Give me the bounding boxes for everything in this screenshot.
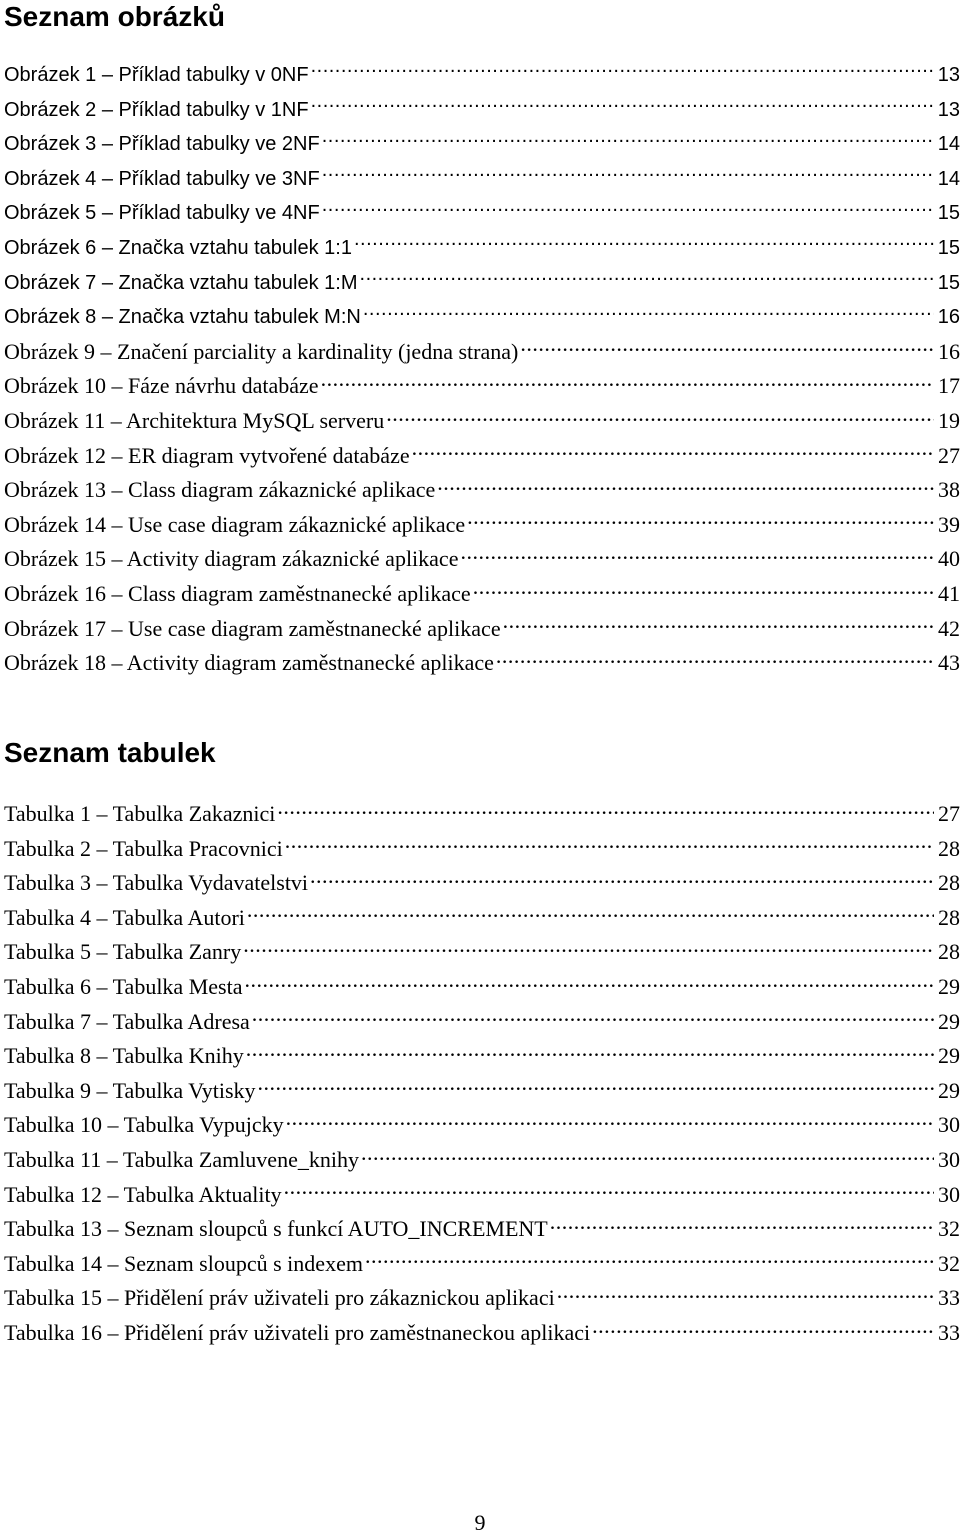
dot-leader bbox=[285, 834, 934, 856]
figure-entry-page: 17 bbox=[938, 373, 960, 399]
table-entry[interactable] bbox=[4, 1143, 960, 1178]
figure-entry[interactable] bbox=[4, 508, 960, 543]
figure-entry-label: Obrázek 8 – Značka vztahu tabulek M:N bbox=[4, 306, 361, 329]
table-entry-label: Tabulka 11 – Tabulka Zamluvene_knihy bbox=[4, 1146, 359, 1172]
table-entry-label: Tabulka 14 – Seznam sloupců s indexem bbox=[4, 1250, 363, 1276]
figure-entry-label: Obrázek 14 – Use case diagram zákaznické aplikace bbox=[4, 511, 466, 537]
table-entry[interactable] bbox=[4, 1281, 960, 1316]
dot-leader bbox=[360, 269, 934, 289]
table-entry-label: Tabulka 1 – Tabulka Zakaznici bbox=[4, 801, 276, 826]
dot-leader bbox=[557, 1283, 934, 1305]
figure-entry[interactable] bbox=[4, 162, 960, 197]
table-entry-page: 33 bbox=[938, 1285, 960, 1311]
table-entry[interactable] bbox=[4, 1074, 960, 1109]
figure-entry[interactable] bbox=[4, 646, 960, 681]
table-entry-label: Tabulka 13 – Seznam sloupců s funkcí AUTO_INCREMENT bbox=[4, 1216, 548, 1242]
figure-entry-label: Obrázek 13 – Class diagram zákaznické aplikace bbox=[4, 477, 436, 503]
dot-leader bbox=[386, 406, 934, 428]
figure-entry-page: 15 bbox=[937, 202, 960, 225]
figure-entry-label: Obrázek 11 – Architektura MySQL serveru bbox=[4, 407, 385, 433]
dot-leader bbox=[286, 1110, 934, 1132]
tables-list-heading: Seznam tabulek bbox=[4, 737, 216, 768]
table-entry[interactable] bbox=[4, 797, 960, 832]
figure-entry[interactable] bbox=[4, 473, 960, 508]
figures-list-heading: Seznam obrázků bbox=[4, 1, 225, 32]
table-entry-page: 27 bbox=[938, 801, 960, 826]
figure-entry[interactable] bbox=[4, 300, 960, 335]
table-entry[interactable] bbox=[4, 901, 960, 936]
table-entry-page: 32 bbox=[938, 1250, 960, 1276]
table-entry-label: Tabulka 8 – Tabulka Knihy bbox=[4, 1043, 244, 1069]
table-entry-page: 28 bbox=[938, 870, 960, 896]
dot-leader bbox=[473, 579, 934, 601]
dot-leader bbox=[460, 544, 934, 566]
figure-entry-label: Obrázek 18 – Activity diagram zaměstnanecké aplikace bbox=[4, 650, 494, 676]
figure-entry-page: 38 bbox=[938, 477, 960, 503]
figure-entry-page: 16 bbox=[938, 338, 960, 364]
dot-leader bbox=[322, 130, 934, 150]
dot-leader bbox=[311, 96, 934, 116]
dot-leader bbox=[496, 648, 934, 670]
page-number: 9 bbox=[474, 1510, 486, 1535]
table-entry[interactable] bbox=[4, 970, 960, 1005]
table-entry-page: 30 bbox=[938, 1181, 960, 1207]
dot-leader bbox=[520, 337, 934, 359]
table-entry-label: Tabulka 5 – Tabulka Zanry bbox=[4, 939, 242, 965]
dot-leader bbox=[354, 234, 934, 254]
figure-entry-page: 42 bbox=[938, 615, 960, 641]
dot-leader bbox=[277, 799, 934, 821]
dot-leader bbox=[467, 510, 934, 532]
figure-entry-label: Obrázek 16 – Class diagram zaměstnanecké aplikace bbox=[4, 580, 471, 606]
dot-leader bbox=[412, 441, 934, 463]
table-entry[interactable] bbox=[4, 1247, 960, 1282]
figure-entry-page: 15 bbox=[937, 236, 960, 259]
dot-leader bbox=[310, 868, 934, 890]
figure-entry-page: 14 bbox=[937, 167, 960, 190]
figure-entry-label: Obrázek 1 – Příklad tabulky v 0NF bbox=[4, 64, 309, 86]
table-entry-page: 32 bbox=[938, 1216, 960, 1242]
figure-entry-page: 39 bbox=[938, 511, 960, 537]
figure-entry[interactable] bbox=[4, 439, 960, 474]
figure-entry[interactable] bbox=[4, 231, 960, 266]
dot-leader bbox=[247, 903, 934, 925]
table-entry-page: 28 bbox=[938, 835, 960, 861]
figure-entry[interactable] bbox=[4, 612, 960, 647]
dot-leader bbox=[503, 614, 934, 636]
figure-entry[interactable] bbox=[4, 577, 960, 612]
figures-list bbox=[4, 58, 960, 681]
dot-leader bbox=[361, 1145, 934, 1167]
dot-leader bbox=[246, 1041, 934, 1063]
table-entry[interactable] bbox=[4, 1178, 960, 1213]
dot-leader bbox=[244, 972, 934, 994]
dot-leader bbox=[322, 165, 934, 185]
table-entry-label: Tabulka 6 – Tabulka Mesta bbox=[4, 973, 243, 999]
figure-entry-label: Obrázek 9 – Značení parciality a kardinality (jedna strana) bbox=[4, 338, 519, 364]
table-entry-page: 29 bbox=[938, 1077, 960, 1103]
figure-entry-page: 14 bbox=[937, 133, 960, 156]
table-entry-label: Tabulka 15 – Přidělení práv uživateli pro zákaznickou aplikaci bbox=[4, 1285, 555, 1311]
table-entry-page: 30 bbox=[938, 1146, 960, 1172]
table-entry-label: Tabulka 12 – Tabulka Aktuality bbox=[4, 1181, 282, 1207]
table-entry[interactable] bbox=[4, 1005, 960, 1040]
table-entry[interactable] bbox=[4, 1108, 960, 1143]
figure-entry-label: Obrázek 12 – ER diagram vytvořené databáze bbox=[4, 442, 410, 468]
figure-entry[interactable] bbox=[4, 196, 960, 231]
dot-leader bbox=[258, 1076, 934, 1098]
figure-entry[interactable] bbox=[4, 93, 960, 128]
dot-leader bbox=[365, 1249, 934, 1271]
table-entry[interactable] bbox=[4, 1039, 960, 1074]
table-entry-page: 28 bbox=[938, 904, 960, 930]
table-entry-label: Tabulka 16 – Přidělení práv uživateli pro zaměstnaneckou aplikaci bbox=[4, 1319, 591, 1345]
table-entry-page: 29 bbox=[938, 1008, 960, 1034]
figure-entry-page: 43 bbox=[938, 650, 960, 676]
figure-entry-page: 13 bbox=[937, 98, 960, 121]
dot-leader bbox=[252, 1007, 934, 1029]
figure-entry-label: Obrázek 3 – Příklad tabulky ve 2NF bbox=[4, 133, 320, 156]
dot-leader bbox=[284, 1180, 934, 1202]
table-entry[interactable] bbox=[4, 1212, 960, 1247]
dot-leader bbox=[322, 199, 934, 219]
table-entry-page: 29 bbox=[938, 973, 960, 999]
table-entry-page: 33 bbox=[938, 1319, 960, 1345]
figure-entry[interactable] bbox=[4, 127, 960, 162]
figure-entry-label: Obrázek 7 – Značka vztahu tabulek 1:M bbox=[4, 271, 358, 294]
figure-entry-page: 41 bbox=[938, 580, 960, 606]
table-entry[interactable] bbox=[4, 832, 960, 867]
table-entry[interactable] bbox=[4, 935, 960, 970]
table-entry[interactable] bbox=[4, 866, 960, 901]
figure-entry-label: Obrázek 15 – Activity diagram zákaznické aplikace bbox=[4, 546, 459, 572]
dot-leader bbox=[437, 475, 934, 497]
figure-entry-label: Obrázek 2 – Příklad tabulky v 1NF bbox=[4, 98, 309, 121]
figure-entry-label: Obrázek 17 – Use case diagram zaměstnanecké aplikace bbox=[4, 615, 501, 641]
figure-entry-page: 13 bbox=[937, 64, 960, 86]
table-entry-label: Tabulka 2 – Tabulka Pracovnici bbox=[4, 835, 283, 861]
figure-entry[interactable] bbox=[4, 404, 960, 439]
dot-leader bbox=[363, 303, 934, 323]
table-entry-page: 30 bbox=[938, 1112, 960, 1138]
figure-entry[interactable] bbox=[4, 266, 960, 301]
dot-leader bbox=[311, 61, 934, 81]
figure-entry[interactable] bbox=[4, 542, 960, 577]
figure-entry-page: 27 bbox=[938, 442, 960, 468]
figure-entry[interactable] bbox=[4, 335, 960, 370]
table-entry[interactable] bbox=[4, 1316, 960, 1351]
figure-entry-label: Obrázek 4 – Příklad tabulky ve 3NF bbox=[4, 167, 320, 190]
figure-entry[interactable] bbox=[4, 369, 960, 404]
table-entry-label: Tabulka 7 – Tabulka Adresa bbox=[4, 1008, 250, 1034]
tables-list bbox=[4, 797, 960, 1351]
table-entry-label: Tabulka 3 – Tabulka Vydavatelstvi bbox=[4, 870, 309, 896]
figure-entry-page: 16 bbox=[937, 306, 960, 329]
table-entry-page: 28 bbox=[938, 939, 960, 965]
dot-leader bbox=[243, 937, 934, 959]
figure-entry-label: Obrázek 6 – Značka vztahu tabulek 1:1 bbox=[4, 236, 352, 259]
dot-leader bbox=[321, 371, 934, 393]
table-entry-label: Tabulka 4 – Tabulka Autori bbox=[4, 904, 245, 930]
dot-leader bbox=[550, 1214, 934, 1236]
table-entry-label: Tabulka 10 – Tabulka Vypujcky bbox=[4, 1112, 284, 1138]
figure-entry-page: 40 bbox=[938, 546, 960, 572]
table-entry-label: Tabulka 9 – Tabulka Vytisky bbox=[4, 1077, 256, 1103]
figure-entry[interactable] bbox=[4, 58, 960, 93]
table-entry-page: 29 bbox=[938, 1043, 960, 1069]
figure-entry-label: Obrázek 5 – Příklad tabulky ve 4NF bbox=[4, 202, 320, 225]
dot-leader bbox=[592, 1318, 934, 1340]
figure-entry-page: 15 bbox=[937, 271, 960, 294]
figure-entry-page: 19 bbox=[938, 407, 960, 433]
figure-entry-label: Obrázek 10 – Fáze návrhu databáze bbox=[4, 373, 319, 399]
